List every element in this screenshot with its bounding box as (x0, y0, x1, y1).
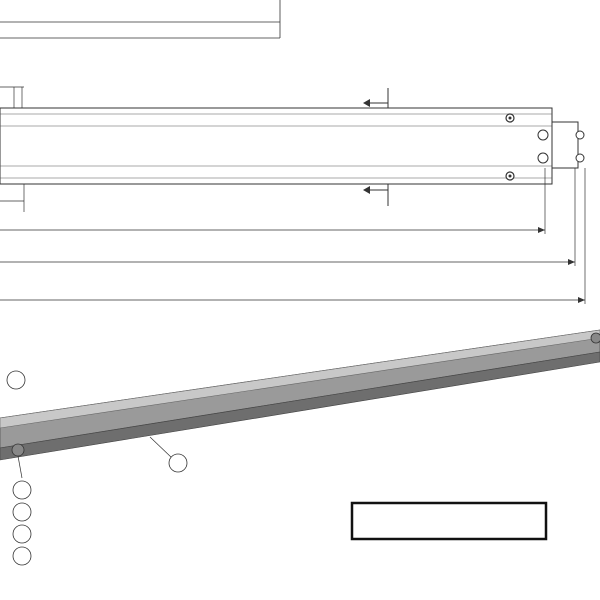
isometric-view-load-bar (0, 330, 600, 460)
dim-slot-pitch (0, 87, 24, 108)
section-marker-bottom (363, 184, 388, 206)
atraxion-logo (352, 503, 546, 539)
plan-view-load-bar (0, 108, 584, 184)
dim-bracket-range (0, 168, 585, 304)
dim-end-offset (0, 184, 24, 212)
section-marker-top (363, 88, 388, 108)
title-block (0, 0, 280, 38)
